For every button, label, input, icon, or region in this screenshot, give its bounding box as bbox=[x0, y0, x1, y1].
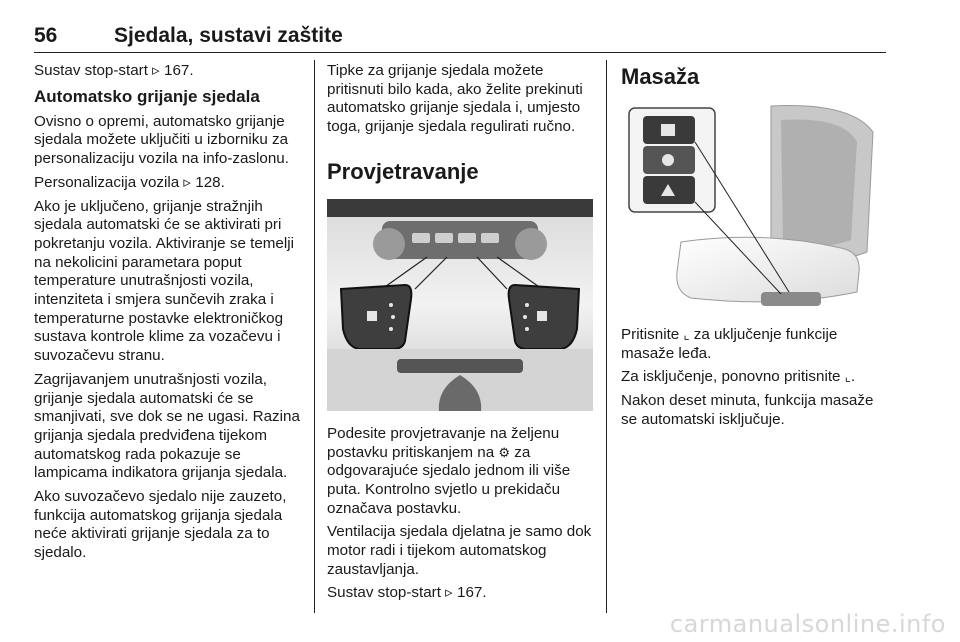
column-right bbox=[621, 62, 887, 435]
page-title: Sjedala, sustavi zaštite bbox=[114, 24, 343, 47]
console-figure bbox=[327, 199, 593, 411]
page-number: 56 bbox=[34, 24, 58, 47]
column-left bbox=[34, 62, 300, 568]
column-divider bbox=[606, 60, 607, 613]
paragraph: Ako suvozačevo sjedalo nije zauzeto, funkcija automatskog grijanja sjedala neće aktivirati grijanje sjedala za to sjedalo. bbox=[34, 488, 287, 562]
paragraph: Nakon deset minuta, funkcija masaže se automatski isključuje. bbox=[621, 392, 874, 428]
seat-figure bbox=[621, 102, 887, 314]
seat-massage-icon: ⌞ bbox=[844, 369, 851, 385]
seat-massage-icon: ⌞ bbox=[683, 327, 690, 342]
cross-reference: Sustav stop-start ▹ 167. bbox=[34, 62, 194, 79]
paragraph: Ovisno o opremi, automatsko grijanje sjedala možete uključiti u izborniku za personalizaciju vozila na info-zaslonu. bbox=[34, 112, 289, 168]
paragraph: Za isključenje, ponovno pritisnite ⌞. bbox=[621, 368, 856, 386]
paragraph: Podesite provjetravanje na željenu postavku pritiskanjem na ⚙ za odgovarajuće sjedalo jednom ili više puta. Kontrolno svjetlo u prekidaču označava postavku. bbox=[327, 424, 571, 517]
section-heading: Provjetravanje bbox=[327, 158, 479, 184]
paragraph: Zagrijavanjem unutrašnjosti vozila, grijanje sjedala automatski će se smanjivati, sve dok se ne ugasi. Razina grijanja sjedala predviđena tijekom automatskog rada pokazuje se lampicama indikatora grijanja sjedala. bbox=[34, 370, 300, 482]
seat-ventilation-icon: ⚙ bbox=[498, 444, 511, 460]
page-header bbox=[34, 24, 886, 53]
paragraph: Pritisnite ⌞ za uključenje funkcije masaže leđa. bbox=[621, 326, 838, 362]
section-heading: Automatsko grijanje sjedala bbox=[34, 86, 260, 106]
cross-reference: Personalizacija vozila ▹ 128. bbox=[34, 173, 225, 191]
section-heading: Masaža bbox=[621, 64, 700, 89]
column-divider bbox=[314, 60, 315, 613]
cross-reference: Sustav stop-start ▹ 167. bbox=[327, 584, 487, 602]
watermark: carmanualsonline.info bbox=[669, 610, 946, 638]
paragraph: Ako je uključeno, grijanje stražnjih sjedala automatski će se aktivirati pri pokretanju vozila. Aktiviranje se temelji na nekolicini parametara poput temperature unutrašnjosti vozila, intenziteta i smjera sunčevih zraka i temperaturne postavke elektroničkog sustava kontrole klime za vozačevu i suvozačevu stranu. bbox=[34, 197, 294, 365]
column-middle bbox=[327, 62, 593, 608]
paragraph: Ventilacija sjedala djelatna je samo dok motor radi i tijekom automatskog zaustavljanja. bbox=[327, 523, 592, 578]
paragraph: Tipke za grijanje sjedala možete pritisnuti bilo kada, ako želite prekinuti automatsko grijanje sjedala i, umjesto toga, grijanje sjedala regulirati ručno. bbox=[327, 62, 583, 136]
